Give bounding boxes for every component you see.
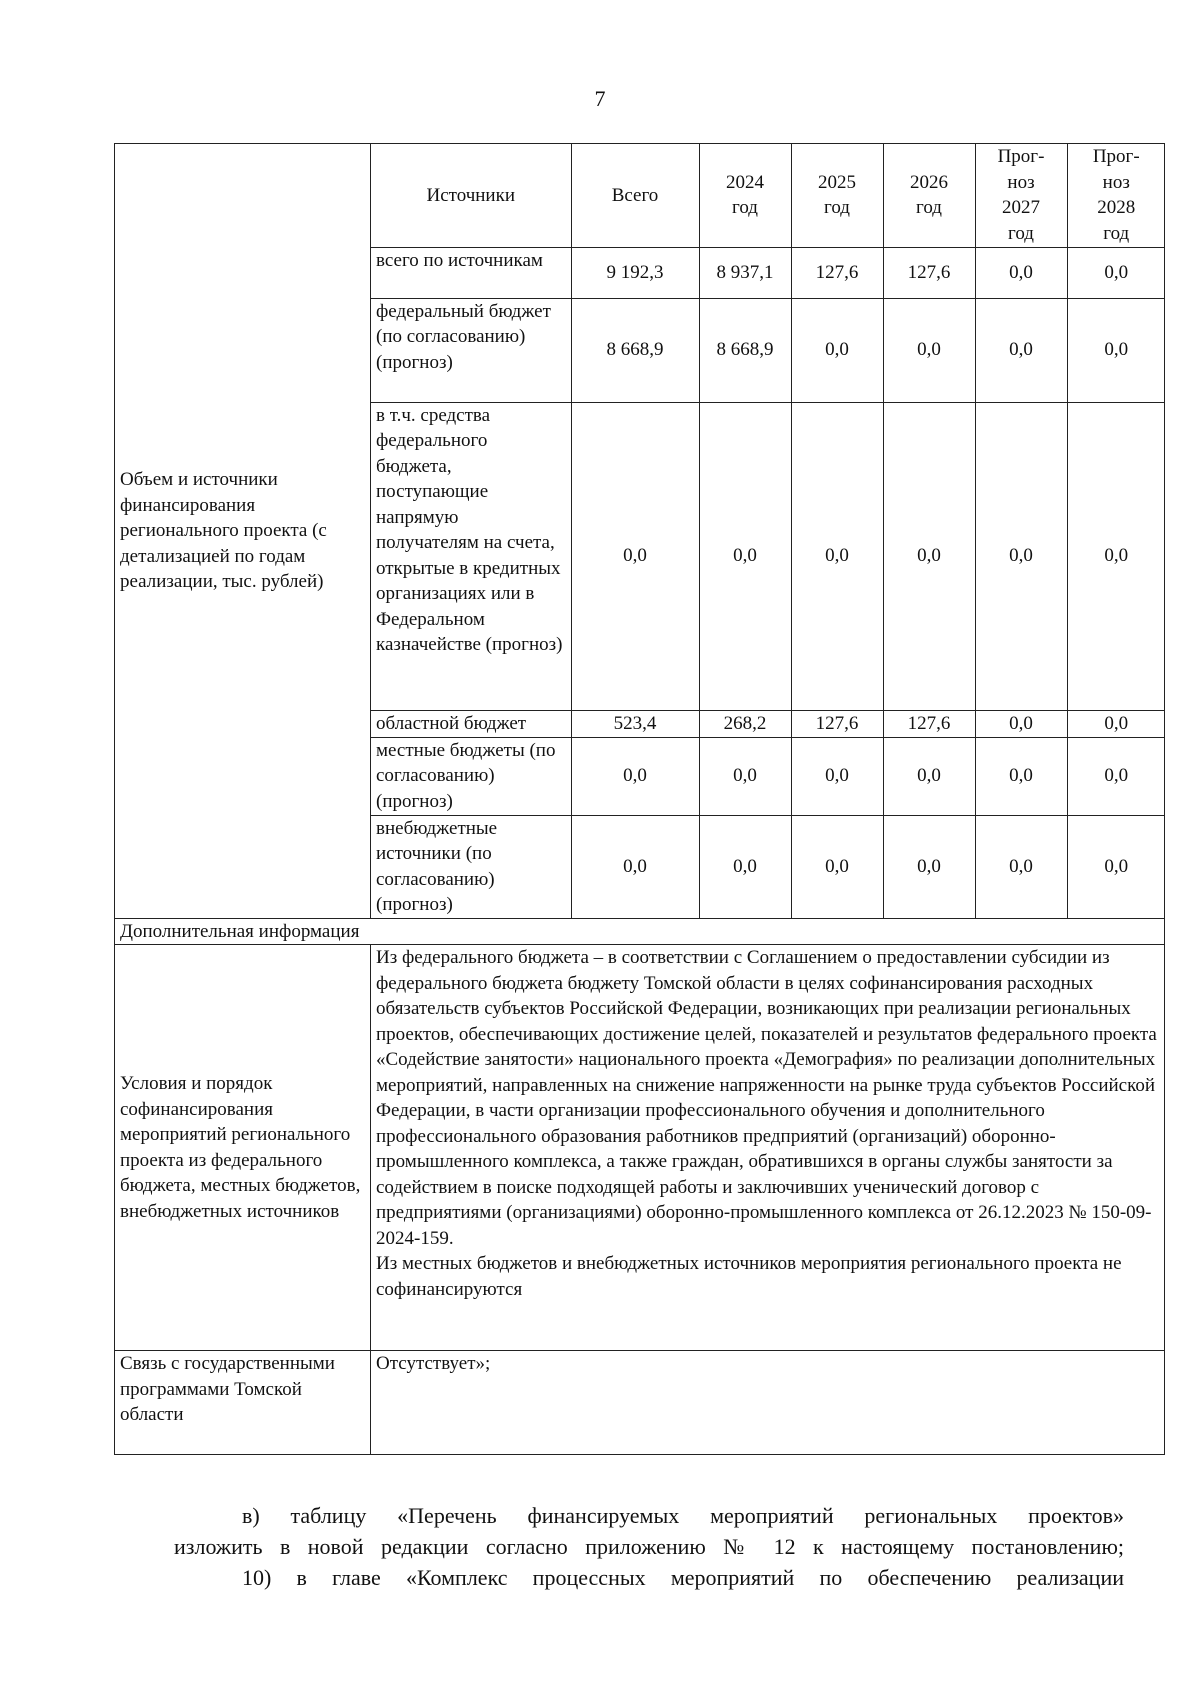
value-2024: 268,2 — [699, 710, 791, 737]
additional-info-row — [115, 918, 1165, 945]
additional-info-heading: Дополнительная информация — [115, 918, 1165, 945]
value-2028: 0,0 — [1067, 737, 1165, 815]
header-2025: 2025 год — [791, 144, 883, 247]
programs-link-row — [115, 1351, 1165, 1455]
cofinancing-federal-text: Из федерального бюджета – в соответствии с Соглашением о предоставлении субсидии из федерального бюджета бюджету Томской области в целях софинансирования расходных обязательств субъектов Российской Федерации, возникающих при реализации региональных проектов, обеспечивающих достижение целей, показателей и результатов федерального проекта «Содействие занятости» национального проекта «Демография» по реализации дополнительных мероприятий, направленных на снижение напряженности на рынке труда субъектов Российской Федерации, в части организации профессионального обучения и дополнительного профессионального образования работников предприятий (организаций) оборонно-промышленного комплекса, а также граждан, обратившихся в органы службы занятости за содействием в поиске подходящей работы и заключивших ученический договор с предприятиями (организациями) оборонно-промышленного комплекса от 26.12.2023 № 150-09-2024-159. — [376, 947, 1157, 1249]
table-row — [371, 402, 1165, 710]
value-2026: 127,6 — [883, 710, 975, 737]
value-2024: 0,0 — [699, 737, 791, 815]
source-label: в т.ч. средства федерального бюджета, поступающие напрямую получателям на счета, открытые в кредитных организациях или в Федеральном казначействе (прогноз) — [371, 402, 571, 710]
passport-table — [114, 143, 1165, 1455]
value-2026: 0,0 — [883, 402, 975, 710]
value-2024: 8 937,1 — [699, 247, 791, 298]
value-2025: 0,0 — [791, 298, 883, 402]
programs-link-value: Отсутствует»; — [371, 1351, 1165, 1455]
table-row — [371, 247, 1165, 298]
value-total: 0,0 — [571, 737, 699, 815]
value-2026: 0,0 — [883, 815, 975, 918]
value-total: 9 192,3 — [571, 247, 699, 298]
value-2025: 127,6 — [791, 710, 883, 737]
page-number: 7 — [594, 86, 606, 111]
header-2027: Прог- ноз 2027 год — [975, 144, 1067, 247]
value-2027: 0,0 — [975, 710, 1067, 737]
table-row — [371, 815, 1165, 918]
table-row — [371, 710, 1165, 737]
financing-label: Объем и источники финансирования регионального проекта (с детализацией по годам реализации, тыс. рублей) — [115, 144, 371, 919]
value-2028: 0,0 — [1067, 815, 1165, 918]
cofinancing-label: Условия и порядок софинансирования мероприятий регионального проекта из федерального бюджета, местных бюджетов, внебюджетных источников — [115, 945, 371, 1351]
value-2027: 0,0 — [975, 247, 1067, 298]
value-total: 0,0 — [571, 815, 699, 918]
paragraph-line: изложить в новой редакции согласно приложению № 12 к настоящему постановлению; — [174, 1534, 1124, 1559]
header-2026: 2026 год — [883, 144, 975, 247]
value-2028: 0,0 — [1067, 298, 1165, 402]
source-label: областной бюджет — [371, 710, 571, 737]
header-total: Всего — [571, 144, 699, 247]
value-2025: 127,6 — [791, 247, 883, 298]
value-2028: 0,0 — [1067, 710, 1165, 737]
value-total: 523,4 — [571, 710, 699, 737]
paragraph-line: в) таблицу «Перечень финансируемых мероприятий региональных проектов» — [242, 1503, 1124, 1528]
value-2027: 0,0 — [975, 737, 1067, 815]
value-2028: 0,0 — [1067, 402, 1165, 710]
value-2025: 0,0 — [791, 402, 883, 710]
cofinancing-local-text: Из местных бюджетов и внебюджетных источников мероприятия регионального проекта не софинансируются — [376, 1253, 1122, 1300]
financing-row — [115, 144, 1165, 919]
value-2025: 0,0 — [791, 815, 883, 918]
source-label: федеральный бюджет (по согласованию) (прогноз) — [371, 298, 571, 402]
cofinancing-text — [371, 945, 1165, 1351]
source-label: местные бюджеты (по согласованию) (прогноз) — [371, 737, 571, 815]
financing-table — [371, 144, 1165, 918]
value-2024: 0,0 — [699, 815, 791, 918]
source-label: всего по источникам — [371, 247, 571, 298]
source-label: внебюджетные источники (по согласованию) (прогноз) — [371, 815, 571, 918]
value-2027: 0,0 — [975, 298, 1067, 402]
value-2027: 0,0 — [975, 402, 1067, 710]
paragraph-line: 10) в главе «Комплекс процессных мероприятий по обеспечению реализации — [242, 1565, 1124, 1590]
table-row — [371, 737, 1165, 815]
programs-link-label: Связь с государственными программами Томской области — [115, 1351, 371, 1455]
value-2026: 127,6 — [883, 247, 975, 298]
value-2026: 0,0 — [883, 737, 975, 815]
value-2028: 0,0 — [1067, 247, 1165, 298]
value-total: 8 668,9 — [571, 298, 699, 402]
value-total: 0,0 — [571, 402, 699, 710]
value-2024: 8 668,9 — [699, 298, 791, 402]
table-row — [371, 298, 1165, 402]
header-2028: Прог- ноз 2028 год — [1067, 144, 1165, 247]
financing-header-row — [371, 144, 1165, 247]
cofinancing-row — [115, 945, 1165, 1351]
header-2024: 2024 год — [699, 144, 791, 247]
header-sources: Источники — [371, 144, 571, 247]
value-2024: 0,0 — [699, 402, 791, 710]
value-2027: 0,0 — [975, 815, 1067, 918]
value-2026: 0,0 — [883, 298, 975, 402]
value-2025: 0,0 — [791, 737, 883, 815]
financing-cell — [371, 144, 1165, 919]
